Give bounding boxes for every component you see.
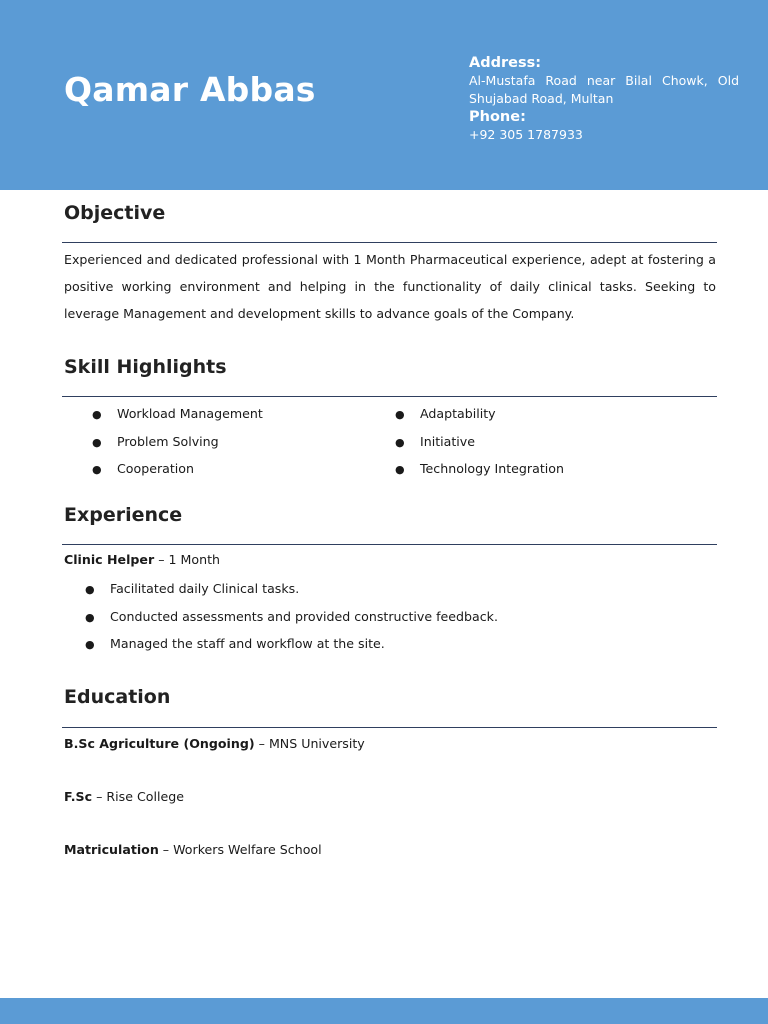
duty-text: Managed the staff and workflow at the site. <box>110 636 385 651</box>
experience-heading: Experience <box>64 504 183 526</box>
skill-label: Adaptability <box>420 406 496 421</box>
duty-item <box>85 575 498 603</box>
address-value <box>469 72 739 108</box>
institution: – Workers Welfare School <box>162 842 322 857</box>
education-item <box>64 736 365 751</box>
skill-item <box>395 455 564 483</box>
degree: F.Sc <box>64 789 93 804</box>
duty-item <box>85 603 498 631</box>
skill-item <box>92 400 263 428</box>
duty-text: Facilitated daily Clinical tasks. <box>110 581 300 596</box>
degree: B.Sc Agriculture (Ongoing) <box>64 736 255 751</box>
skill-item <box>92 428 263 456</box>
institution: – MNS University <box>258 736 365 751</box>
phone-value: +92 305 1787933 <box>469 127 583 142</box>
contact-block <box>469 54 739 144</box>
institution: – Rise College <box>96 789 184 804</box>
bullet-icon: ● <box>92 463 102 476</box>
skills-divider <box>62 396 717 397</box>
duty-item <box>85 630 498 658</box>
bullet-icon: ● <box>85 583 95 596</box>
skills-heading: Skill Highlights <box>64 356 227 378</box>
experience-divider <box>62 544 717 545</box>
bullet-icon: ● <box>85 610 95 624</box>
skill-label: Workload Management <box>117 406 263 421</box>
skill-label: Cooperation <box>117 461 194 476</box>
education-divider <box>62 727 717 728</box>
objective-heading: Objective <box>64 202 166 224</box>
bullet-icon: ● <box>85 638 95 651</box>
skill-item <box>92 455 263 483</box>
bullet-icon: ● <box>395 463 405 476</box>
skill-label: Technology Integration <box>420 461 564 476</box>
skills-column-1 <box>92 400 263 483</box>
footer-bar <box>0 998 768 1024</box>
duties-list <box>85 575 498 658</box>
skill-item <box>395 400 564 428</box>
candidate-name: Qamar Abbas <box>64 70 316 109</box>
bullet-icon: ● <box>92 435 102 449</box>
address-line-2: Shujabad Road, Multan <box>469 91 614 106</box>
job-duration: – 1 Month <box>158 552 220 567</box>
bullet-icon: ● <box>395 435 405 449</box>
header-banner <box>0 0 768 190</box>
education-item <box>64 789 184 804</box>
bullet-icon: ● <box>92 408 102 421</box>
job-entry <box>64 552 220 567</box>
objective-text: Experienced and dedicated professional with 1 Month Pharmaceutical experience, adept at fostering a positive working environment and helping in the functionality of daily clinical tasks. Seeking to leverage Management and development skills to advance goals of the Company. <box>64 252 716 321</box>
education-heading: Education <box>64 686 171 708</box>
job-title: Clinic Helper <box>64 552 155 567</box>
address-label: Address: <box>469 55 542 71</box>
skill-label: Initiative <box>420 433 475 449</box>
skill-item <box>395 428 564 456</box>
duty-text: Conducted assessments and provided constructive feedback. <box>110 608 498 624</box>
objective-divider <box>62 242 717 243</box>
education-item <box>64 842 322 857</box>
degree: Matriculation <box>64 842 159 857</box>
skills-column-2 <box>395 400 564 483</box>
bullet-icon: ● <box>395 408 405 421</box>
phone-label: Phone: <box>469 109 526 125</box>
skill-label: Problem Solving <box>117 433 219 449</box>
address-line-1: Al-Mustafa Road near Bilal Chowk, Old <box>469 73 739 88</box>
